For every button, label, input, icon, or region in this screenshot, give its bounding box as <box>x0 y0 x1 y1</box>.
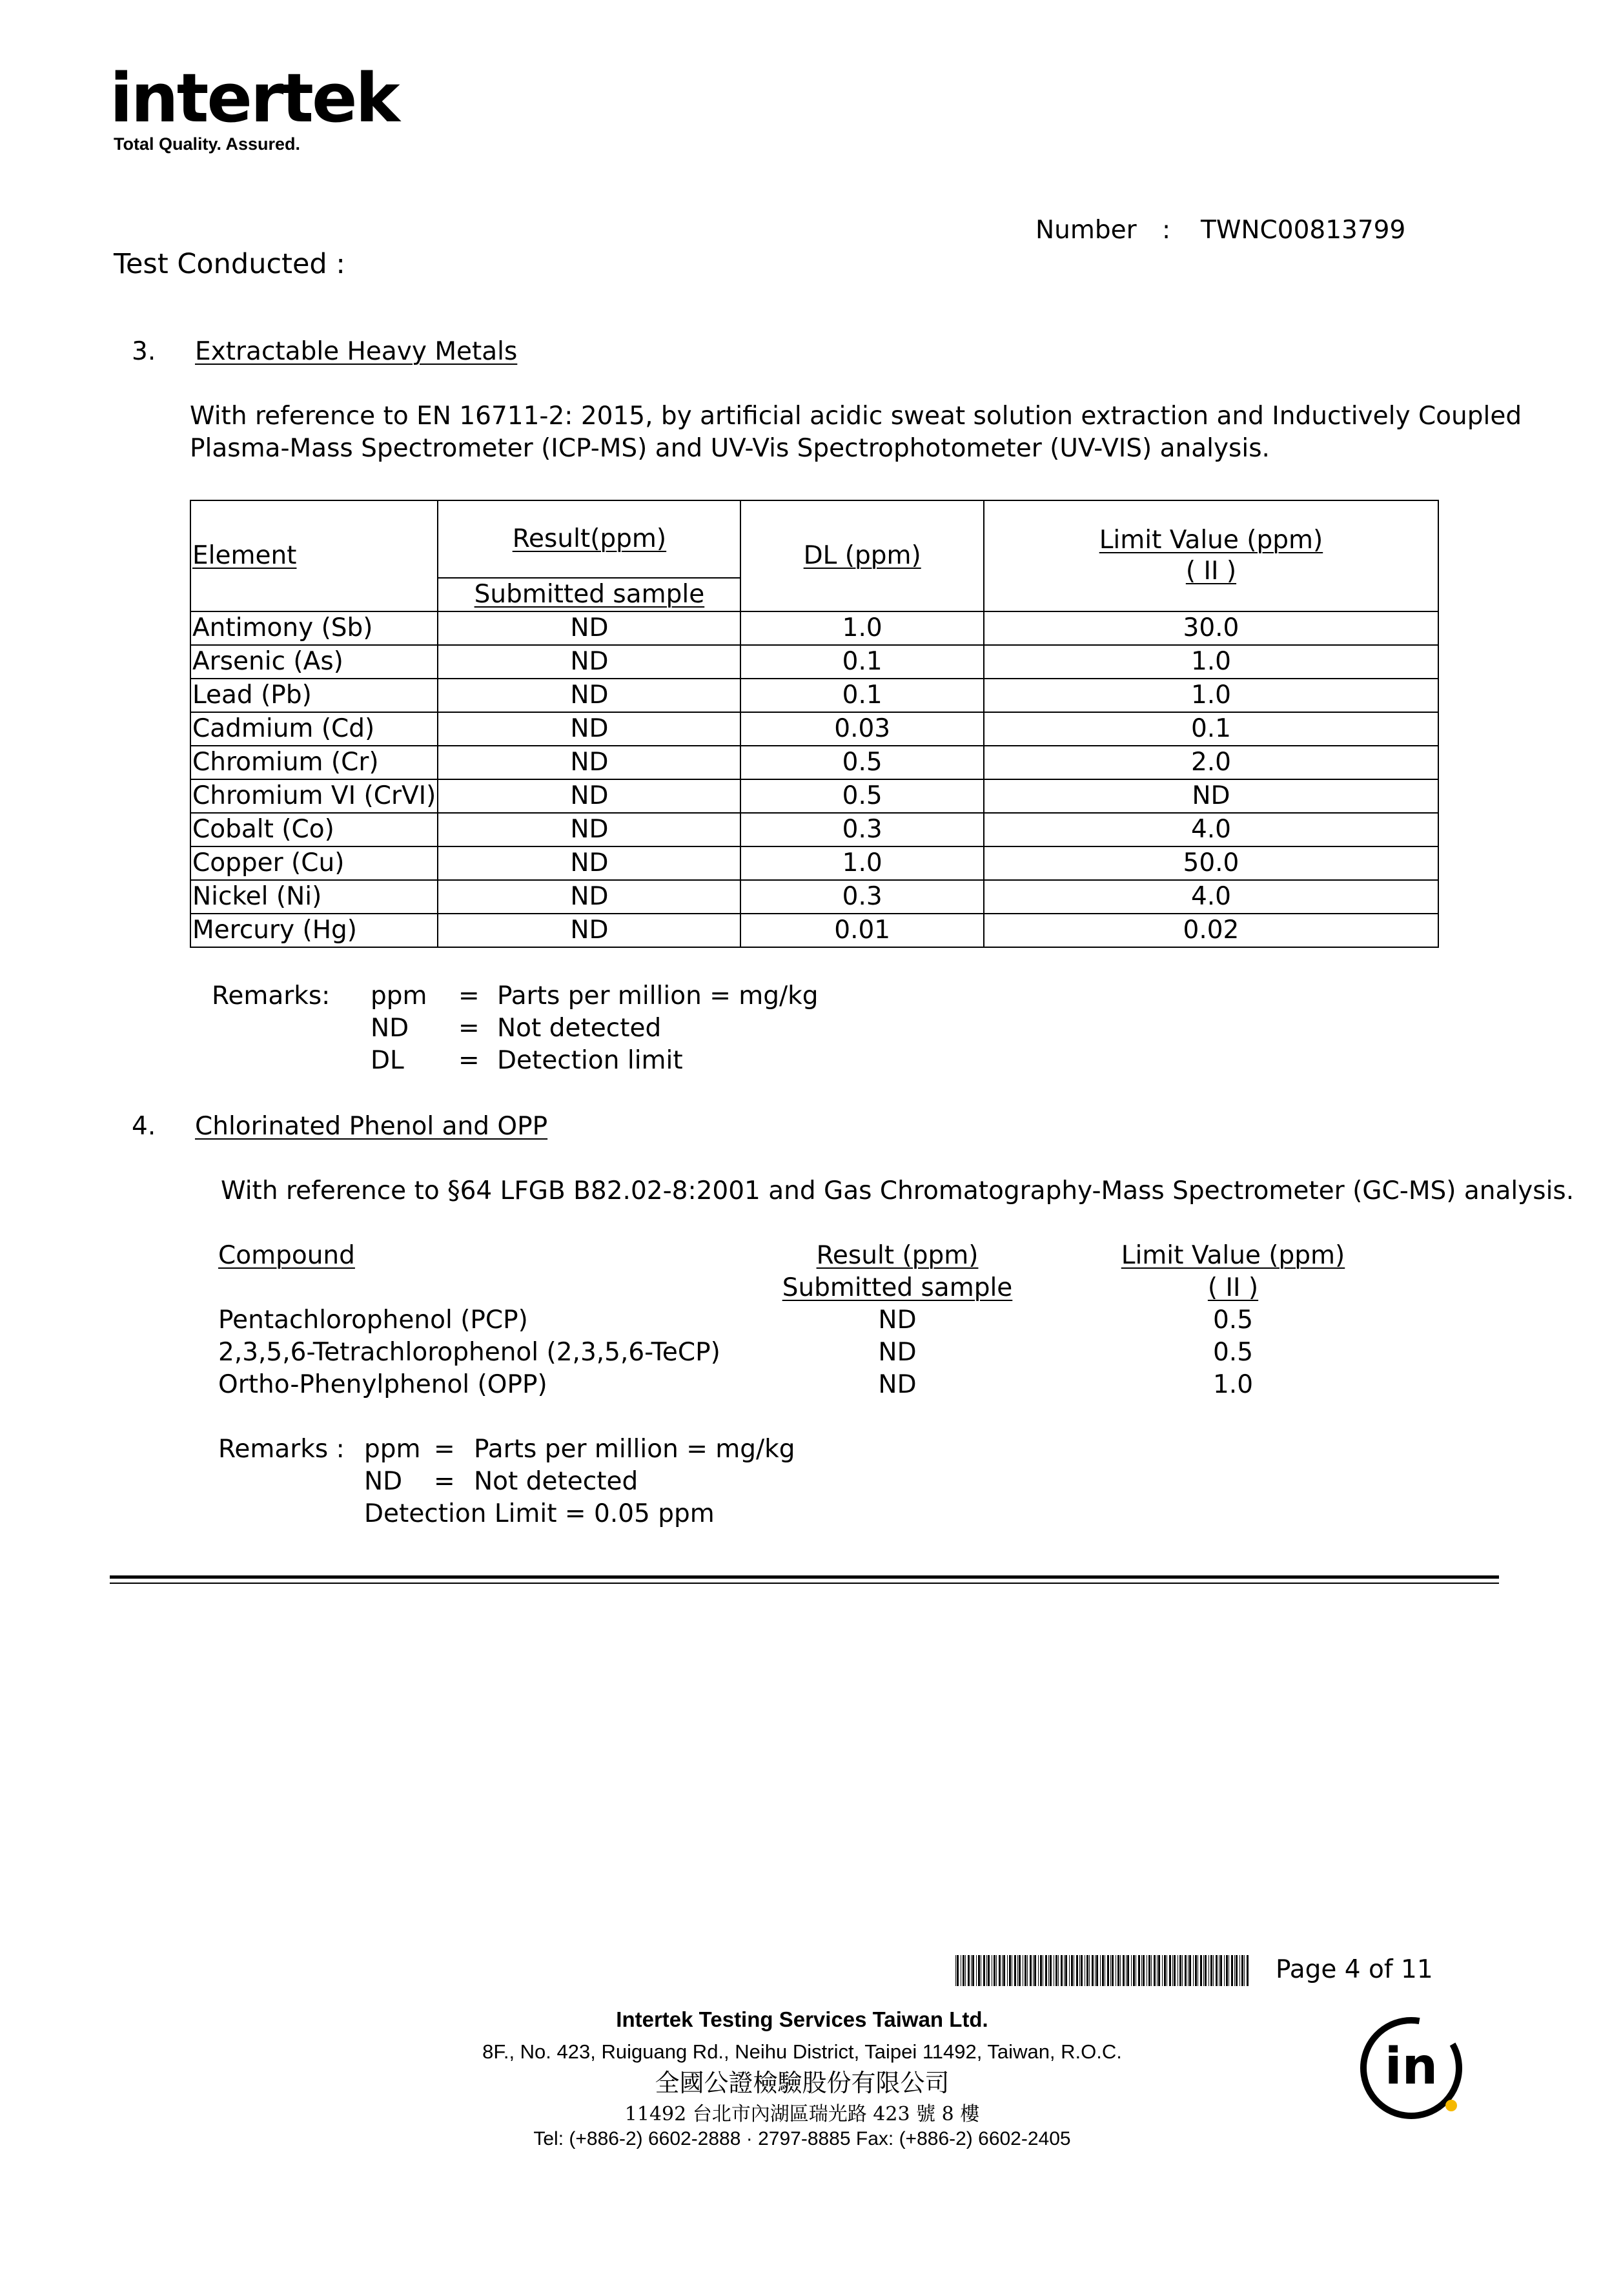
section4-title: Chlorinated Phenol and OPP <box>195 1112 548 1141</box>
barcode-bar <box>1017 1955 1018 1986</box>
brand-tagline: Total Quality. Assured. <box>114 134 301 154</box>
limit-cell: 50.0 <box>984 846 1438 880</box>
barcode-bar <box>1148 1955 1150 1986</box>
remark-eq: = <box>434 1435 455 1464</box>
barcode-bar <box>1076 1955 1078 1986</box>
barcode-bar <box>1007 1955 1008 1986</box>
dl-cell: 0.3 <box>740 880 983 914</box>
detection-limit-note: Detection Limit = 0.05 ppm <box>364 1499 715 1528</box>
limit-header: Limit Value (ppm) <box>1121 1241 1345 1270</box>
barcode-bar <box>1172 1955 1173 1986</box>
barcode-bar <box>963 1955 964 1986</box>
dl-cell: 0.1 <box>740 645 983 679</box>
remark-text: Not detected <box>474 1467 638 1496</box>
section3-reference-line2: Plasma-Mass Spectrometer (ICP-MS) and UV-Vis Spectrophotometer (UV-VIS) analysis. <box>190 434 1270 463</box>
remark-eq: = <box>434 1467 455 1496</box>
barcode-bar <box>1193 1955 1194 1986</box>
barcode-bar <box>988 1955 990 1986</box>
element-cell: Cobalt (Co) <box>190 813 438 846</box>
remark-abbr: ppm <box>364 1435 421 1464</box>
barcode-bar <box>1138 1955 1140 1986</box>
page-number: Page 4 of 11 <box>1276 1955 1433 1984</box>
element-cell: Lead (Pb) <box>190 679 438 712</box>
element-cell: Nickel (Ni) <box>190 880 438 914</box>
barcode-bar <box>986 1955 987 1986</box>
limit-cell: 4.0 <box>984 813 1438 846</box>
barcode-bar <box>1189 1955 1191 1986</box>
dl-cell: 0.01 <box>740 914 983 947</box>
number-separator: : <box>1162 216 1171 245</box>
barcode-bar <box>1231 1955 1233 1986</box>
barcode-bar <box>1208 1955 1209 1986</box>
dl-cell: 0.3 <box>740 813 983 846</box>
header-limit: Limit Value (ppm) ( II ) <box>984 500 1438 611</box>
barcode-bar <box>1030 1955 1032 1986</box>
number-label: Number <box>1035 216 1137 245</box>
section3-remarks-label: Remarks: <box>212 981 331 1010</box>
barcode-bar <box>1014 1955 1016 1986</box>
dl-cell: 1.0 <box>740 846 983 880</box>
result-cell: ND <box>438 880 740 914</box>
footer-address-zh: 11492 台北市內湖區瑞光路 423 號 8 樓 <box>624 2103 980 2126</box>
barcode-bar <box>1164 1955 1166 1986</box>
barcode-bar <box>1081 1955 1083 1986</box>
barcode-bar <box>1048 1955 1049 1986</box>
barcode-bar <box>1131 1955 1132 1986</box>
barcode-bar <box>978 1955 980 1986</box>
element-cell: Mercury (Hg) <box>190 914 438 947</box>
element-cell: Chromium VI (CrVI) <box>190 779 438 813</box>
barcode-bar <box>1224 1955 1225 1986</box>
barcode-bar <box>1126 1955 1127 1986</box>
result-cell: ND <box>438 679 740 712</box>
barcode-bar <box>1226 1955 1228 1986</box>
barcode-bar <box>1195 1955 1197 1986</box>
barcode-bar <box>1019 1955 1021 1986</box>
divider-thick <box>110 1575 1499 1579</box>
barcode-bar <box>994 1955 995 1986</box>
result-cell: ND <box>438 846 740 880</box>
compound-result: ND <box>878 1306 917 1335</box>
barcode-bar <box>1038 1955 1039 1986</box>
metal-row <box>190 746 1438 779</box>
barcode-bar <box>1213 1955 1214 1986</box>
barcode-bar <box>1002 1955 1003 1986</box>
remark-text: Parts per million = mg/kg <box>497 981 819 1010</box>
barcode-bar <box>1003 1955 1005 1986</box>
barcode-bar <box>1100 1955 1101 1986</box>
element-cell: Cadmium (Cd) <box>190 712 438 746</box>
report-number: TWNC00813799 <box>1201 216 1406 245</box>
section4-number: 4. <box>132 1112 156 1141</box>
barcode-bar <box>1120 1955 1121 1986</box>
barcode-bar <box>1179 1955 1181 1986</box>
metal-row <box>190 645 1438 679</box>
barcode-bar <box>1065 1955 1067 1986</box>
svg-text:in: in <box>1384 2038 1438 2096</box>
metal-row <box>190 914 1438 947</box>
barcode-bar <box>1158 1955 1160 1986</box>
barcode-bar <box>1239 1955 1240 1986</box>
remark-text: Not detected <box>497 1014 662 1043</box>
barcode-bar <box>1089 1955 1090 1986</box>
metal-row <box>190 611 1438 645</box>
barcode-bar <box>1058 1955 1059 1986</box>
dl-cell: 0.5 <box>740 746 983 779</box>
compound-result: ND <box>878 1370 917 1399</box>
barcode-bar <box>1079 1955 1080 1986</box>
result-cell: ND <box>438 813 740 846</box>
result-cell: ND <box>438 712 740 746</box>
barcode-bar <box>1096 1955 1098 1986</box>
barcode-bar <box>1110 1955 1111 1986</box>
barcode-bar <box>1169 1955 1171 1986</box>
element-cell: Chromium (Cr) <box>190 746 438 779</box>
metal-row <box>190 779 1438 813</box>
barcode-bar <box>1182 1955 1183 1986</box>
compound-result: ND <box>878 1338 917 1367</box>
barcode-bar <box>1241 1955 1243 1986</box>
metal-row <box>190 813 1438 846</box>
barcode-bar <box>1236 1955 1238 1986</box>
test-conducted-label: Test Conducted : <box>114 248 345 280</box>
barcode-bar <box>1033 1955 1034 1986</box>
remark-eq: = <box>458 1046 480 1075</box>
barcode-bar <box>955 1955 956 1986</box>
barcode-bar <box>1050 1955 1052 1986</box>
compound-limit: 0.5 <box>1212 1306 1254 1335</box>
barcode-bar <box>1107 1955 1109 1986</box>
limit-cell: 30.0 <box>984 611 1438 645</box>
barcode-bar <box>1205 1955 1207 1986</box>
remark-text: Parts per million = mg/kg <box>474 1435 795 1464</box>
section4-reference: With reference to §64 LFGB B82.02-8:2001 and Gas Chromatography-Mass Spectrometer (GC-MS) analysis. <box>221 1176 1575 1205</box>
barcode-bar <box>957 1955 959 1986</box>
submitted-sample-header: Submitted sample <box>782 1273 1013 1302</box>
result-cell: ND <box>438 645 740 679</box>
result-cell: ND <box>438 611 740 645</box>
barcode-bar <box>965 1955 966 1986</box>
remark-abbr: DL <box>371 1046 404 1075</box>
header-element: Element <box>190 500 438 611</box>
remark-abbr: ND <box>371 1014 409 1043</box>
barcode-bar <box>1174 1955 1176 1986</box>
barcode-bar <box>1162 1955 1163 1986</box>
barcode-bar <box>1123 1955 1125 1986</box>
barcode-bar <box>1112 1955 1114 1986</box>
result-header: Result (ppm) <box>816 1241 979 1270</box>
barcode-bar <box>971 1955 972 1986</box>
remark-abbr: ND <box>364 1467 403 1496</box>
barcode-bar <box>1061 1955 1063 1986</box>
compound-name: 2,3,5,6-Tetrachlorophenol (2,3,5,6-TeCP) <box>218 1338 720 1367</box>
barcode-bar <box>1071 1955 1073 1986</box>
compound-limit: 0.5 <box>1212 1338 1254 1367</box>
barcode-bar <box>1045 1955 1047 1986</box>
barcode-bar <box>968 1955 970 1986</box>
barcode-bar <box>983 1955 985 1986</box>
barcode-bar <box>1127 1955 1129 1986</box>
footer-company: Intertek Testing Services Taiwan Ltd. <box>616 2007 988 2031</box>
metal-row <box>190 880 1438 914</box>
barcode-bar <box>1210 1955 1212 1986</box>
limit-cell: 4.0 <box>984 880 1438 914</box>
limit-cell: ND <box>984 779 1438 813</box>
barcode-bar <box>999 1955 1001 1986</box>
footer-address: 8F., No. 423, Ruiguang Rd., Neihu District, Taipei 11492, Taiwan, R.O.C. <box>482 2040 1122 2063</box>
header-result: Result(ppm) <box>438 500 740 578</box>
remark-eq: = <box>458 981 480 1010</box>
barcode-bar <box>1203 1955 1204 1986</box>
section3-reference-line1: With reference to EN 16711-2: 2015, by artificial acidic sweat solution extraction and Inductively Coupled <box>190 402 1522 431</box>
remark-text: Detection limit <box>497 1046 683 1075</box>
compound-name: Pentachlorophenol (PCP) <box>218 1306 528 1335</box>
barcode-bar <box>1154 1955 1156 1986</box>
brand-name: intertek <box>110 59 398 138</box>
result-cell: ND <box>438 779 740 813</box>
barcode-bar <box>1069 1955 1070 1986</box>
metal-row <box>190 846 1438 880</box>
section3-number: 3. <box>132 337 156 366</box>
barcode-bar <box>1185 1955 1187 1986</box>
barcode-bar <box>996 1955 997 1986</box>
dl-cell: 1.0 <box>740 611 983 645</box>
barcode-bar <box>1133 1955 1135 1986</box>
divider-thin <box>110 1583 1499 1584</box>
heavy-metals-table <box>190 500 1439 948</box>
footer-company-zh: 全國公證檢驗股份有限公司 <box>655 2069 950 2097</box>
result-cell: ND <box>438 914 740 947</box>
remark-abbr: ppm <box>371 981 427 1010</box>
limit-cell: 1.0 <box>984 645 1438 679</box>
section4-remarks-label: Remarks : <box>218 1435 345 1464</box>
barcode-bar <box>1117 1955 1119 1986</box>
barcode-bar <box>1040 1955 1042 1986</box>
limit-cell: 1.0 <box>984 679 1438 712</box>
limit-class-header: ( II ) <box>1207 1273 1259 1302</box>
barcode-bar <box>972 1955 974 1986</box>
compound-name: Ortho-Phenylphenol (OPP) <box>218 1370 547 1399</box>
barcode-bar <box>1234 1955 1235 1986</box>
barcode-bar <box>1086 1955 1088 1986</box>
barcode-bar <box>1200 1955 1202 1986</box>
dl-cell: 0.03 <box>740 712 983 746</box>
barcode-bar <box>1216 1955 1218 1986</box>
dl-cell: 0.5 <box>740 779 983 813</box>
limit-cell: 0.1 <box>984 712 1438 746</box>
barcode-bar <box>1141 1955 1142 1986</box>
barcode-bar <box>1025 1955 1026 1986</box>
element-cell: Arsenic (As) <box>190 645 438 679</box>
limit-cell: 2.0 <box>984 746 1438 779</box>
intertek-in-logo <box>1354 2011 1468 2125</box>
header-submitted-sample: Submitted sample <box>438 578 740 611</box>
barcode-bar <box>1143 1955 1145 1986</box>
barcode <box>955 1955 1252 1986</box>
remark-eq: = <box>458 1014 480 1043</box>
barcode-bar <box>976 1955 977 1986</box>
metal-row <box>190 712 1438 746</box>
element-cell: Copper (Cu) <box>190 846 438 880</box>
barcode-bar <box>1244 1955 1245 1986</box>
compound-limit: 1.0 <box>1212 1370 1254 1399</box>
metal-row <box>190 679 1438 712</box>
header-dl: DL (ppm) <box>740 500 983 611</box>
result-cell: ND <box>438 746 740 779</box>
barcode-bar <box>1220 1955 1222 1986</box>
compound-header: Compound <box>218 1241 355 1270</box>
barcode-bar <box>1009 1955 1011 1986</box>
barcode-bar <box>1034 1955 1036 1986</box>
section3-title: Extractable Heavy Metals <box>195 337 518 366</box>
barcode-bar <box>1027 1955 1028 1986</box>
barcode-bar <box>1095 1955 1096 1986</box>
footer-phone: Tel: (+886-2) 6602-2888 · 2797-8885 Fax: (+886-2) 6602-2405 <box>533 2128 1071 2149</box>
element-cell: Antimony (Sb) <box>190 611 438 645</box>
barcode-bar <box>1247 1955 1249 1986</box>
barcode-bar <box>1055 1955 1057 1986</box>
intertek-logo <box>110 59 398 154</box>
barcode-bar <box>1151 1955 1152 1986</box>
limit-cell: 0.02 <box>984 914 1438 947</box>
barcode-bar <box>1064 1955 1065 1986</box>
barcode-bar <box>1102 1955 1104 1986</box>
dl-cell: 0.1 <box>740 679 983 712</box>
barcode-bar <box>1092 1955 1094 1986</box>
